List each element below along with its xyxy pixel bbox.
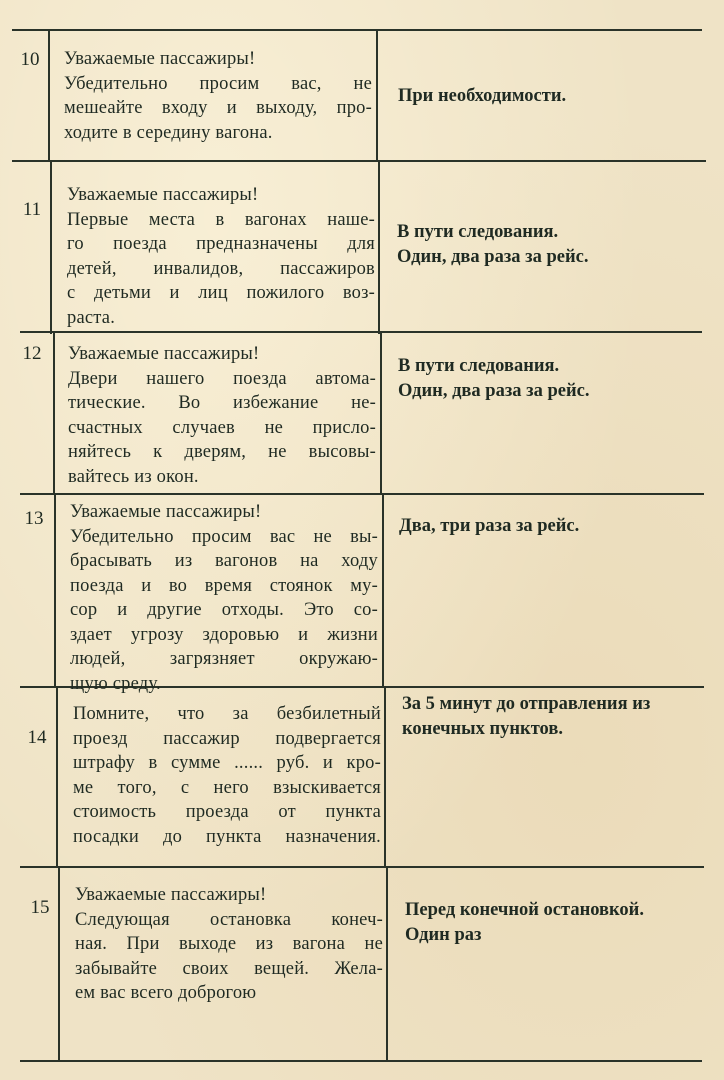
text-line: проезд пассажир подвергается — [73, 728, 381, 749]
row-number: 15 — [30, 897, 50, 918]
text-line: При необходимости. — [398, 86, 567, 106]
text-line: сор и другие отходы. Это со- — [70, 600, 378, 620]
row-divider — [20, 1060, 702, 1062]
text-line: Убедительно просим вас, не — [64, 73, 372, 94]
text-line: Перед конечной остановкой. — [405, 900, 644, 920]
text-line: счастных случаев не присло- — [68, 417, 376, 438]
row-divider — [20, 331, 702, 333]
text-line: Уважаемые пассажиры! — [67, 185, 259, 205]
text-line: здает угрозу здоровью и жизни — [70, 624, 378, 645]
text-line: забывайте своих вещей. Жела- — [75, 958, 383, 979]
row-number: 13 — [24, 508, 44, 529]
announcement-text — [64, 47, 372, 145]
text-line: В пути следования. — [397, 222, 559, 242]
text-line: няйтесь к дверям, не высовы- — [68, 442, 376, 462]
announcement-timing — [402, 692, 712, 741]
row-divider — [20, 493, 704, 495]
announcement-timing — [398, 354, 708, 403]
text-line: ем вас всего доброгою — [75, 983, 257, 1003]
announcement-timing — [398, 84, 708, 109]
announcement-text — [73, 702, 381, 849]
column-divider-left — [50, 160, 52, 334]
text-line: Следующая остановка конеч- — [75, 909, 383, 930]
row-number: 12 — [22, 343, 42, 364]
text-line: Уважаемые пассажиры! — [68, 344, 260, 364]
row-number: 10 — [20, 49, 40, 70]
text-line: тические. Во избежание не- — [68, 393, 376, 413]
announcement-text — [68, 342, 376, 489]
text-line: Убедительно просим вас не вы- — [70, 526, 378, 547]
text-line: Один раз — [405, 924, 482, 945]
text-line: Уважаемые пассажиры! — [70, 502, 262, 522]
text-line: Помните, что за безбилетный — [73, 704, 381, 724]
text-line: вайтесь из окон. — [68, 466, 199, 487]
column-divider-left — [54, 493, 56, 688]
announcement-timing — [405, 898, 715, 947]
text-line: Один, два раза за рейс. — [398, 380, 590, 401]
column-divider-left — [53, 331, 55, 495]
text-line: мешеайте входу и выходу, про- — [64, 98, 372, 118]
text-line: ме того, с него взыскивается — [73, 777, 381, 798]
text-line: го поезда предназначены для — [67, 234, 375, 254]
row-divider — [12, 160, 706, 162]
text-line: Двери нашего поезда автома- — [68, 368, 376, 389]
column-divider-right — [384, 686, 386, 868]
announcement-timing — [397, 220, 707, 269]
column-divider-right — [382, 493, 384, 688]
text-line: ходите в середину вагона. — [64, 122, 273, 143]
announcement-timing — [399, 514, 709, 539]
announcement-text — [70, 500, 378, 696]
text-line: конечных пунктов. — [402, 718, 563, 739]
text-line: с детьми и лиц пожилого воз- — [67, 283, 375, 303]
text-line: посадки до пункта назначения. — [73, 826, 381, 847]
text-line: щую среду. — [70, 673, 161, 694]
text-line: В пути следования. — [398, 356, 560, 376]
text-line: брасывать из вагонов на ходу — [70, 551, 378, 571]
column-divider-left — [56, 686, 58, 868]
column-divider-right — [386, 866, 388, 1062]
text-line: штрафу в сумме ...... руб. и кро- — [73, 753, 381, 773]
column-divider-right — [380, 331, 382, 495]
row-number: 14 — [27, 727, 47, 748]
announcement-text — [67, 183, 375, 330]
announcement-text — [75, 883, 383, 1006]
text-line: стоимость проезда от пункта — [73, 802, 381, 822]
text-line: Два, три раза за рейс. — [399, 516, 580, 536]
text-line: Первые места в вагонах наше- — [67, 209, 375, 230]
row-divider — [12, 29, 702, 31]
column-divider-right — [376, 29, 378, 162]
text-line: людей, загрязняет окружаю- — [70, 649, 378, 669]
text-line: детей, инвалидов, пассажиров — [67, 258, 375, 279]
text-line: Уважаемые пассажиры! — [64, 49, 256, 69]
text-line: поезда и во время стоянок му- — [70, 575, 378, 596]
column-divider-right — [378, 160, 380, 334]
text-line: За 5 минут до отправления из — [402, 694, 651, 714]
text-line: Один, два раза за рейс. — [397, 246, 589, 267]
text-line: Уважаемые пассажиры! — [75, 885, 267, 905]
text-line: раста. — [67, 307, 116, 328]
row-number: 11 — [22, 199, 42, 220]
text-line: ная. При выходе из вагона не — [75, 934, 383, 954]
row-divider — [20, 866, 704, 868]
